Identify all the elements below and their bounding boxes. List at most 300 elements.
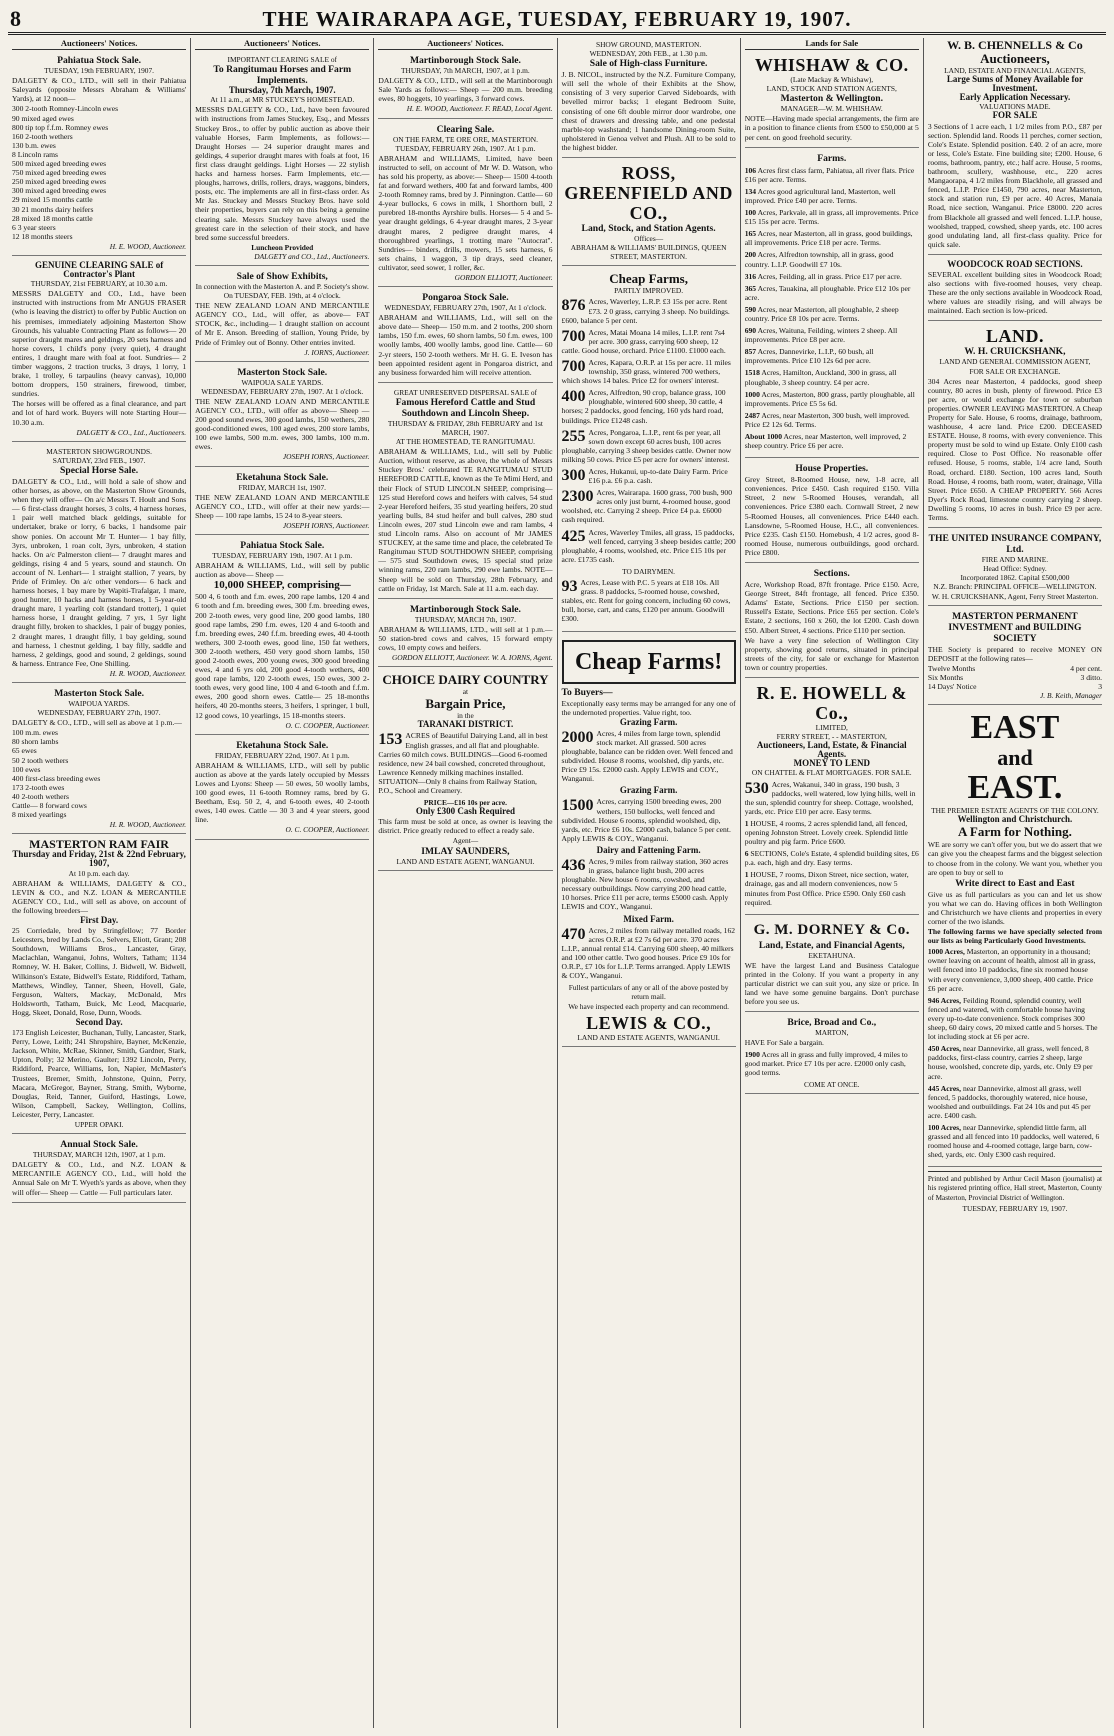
ad-in: in the: [457, 711, 474, 721]
property-listing: [745, 272, 919, 281]
acres-figure: 1: [744, 818, 749, 828]
stock-list: [12, 104, 186, 240]
ad-cheap-farms-partly-improved: [562, 269, 736, 631]
list-item: 28 mixed 18 months cattle: [12, 213, 93, 223]
page-number: 8: [10, 6, 21, 31]
ad-cash: Only £300 Cash Required: [415, 806, 515, 817]
ad-body-2: Give us as full particulars as you can and let us show you what we can do. Having offices in both Wellington and Christchurch we have clients and properties in every corner of the two islands.: [927, 889, 1103, 926]
ad-title-line-2: and: [997, 745, 1033, 771]
ad-title: GENUINE CLEARING SALE of Contractor's Plant: [34, 259, 164, 280]
ad-body: WE are sorry we can't offer you, but we do assert that we can give you the cheapest farms and the biggest selection to choose from in the colony. We want you, whether you are open to buy or sell to: [927, 840, 1103, 877]
ad-subtitle: PARTLY IMPROVED.: [614, 286, 684, 296]
ad-venue: WAIPOUA YARDS.: [68, 699, 130, 708]
ad-write: Write direct to East and East: [955, 877, 1075, 889]
column-5: [741, 38, 924, 1728]
ad-title: Sale of Show Exhibits,: [236, 270, 328, 282]
property-listing: [745, 208, 919, 226]
rate-term: 14 Days' Notice: [927, 681, 977, 691]
property-text: Acres, near Masterton, well improved, 2 sheep country. Price £6 per acre.: [744, 432, 907, 451]
rate-row: [928, 673, 1102, 682]
property-listing: [378, 731, 552, 795]
acres-figure: 946 Acres,: [927, 995, 962, 1005]
ad-body: J. B. NICOL, instructed by the N.Z. Furniture Company, will sell the whole of their Exhibits at the Show, consisting of 3 very superior Carved Sideboards, with bevelled mirror backs; 1 elegant Bedroom Suite, consisting of one 6ft double mirror door wardrobe, one chest of drawers and dressing table, and one pedestal marble-top washstand; 1 handsome Dining-room Suite, upholstered in Genoa velvet and Plush. All to be sold to the highest bidder.: [561, 70, 736, 152]
property-listing: [928, 996, 1102, 1041]
ad-title: Brice, Broad and Co.,: [787, 1017, 877, 1029]
ad-sections: [745, 566, 919, 678]
second-day-list: 173 English Leicester, Buchanan, Tully, Lancaster, Stark, Perry, Lowe, Leith; 241 Shropshire, Bayner, McKenzie, Jackson, White, McRae, Skinner, Smith, Gardner, Stark, Upton, Polly; 32 Merino, Gaulter; 1392 Lincoln, Perry, Riddiford, Pearce, Williams, Ion, Napier, McMaster's Trustees, Bremer, Smith, Johnstone, Quinn, Perry, Macara, McGregor, Bayner, Strang, Smith, Wyborne, Douglas, Reid, Tanner, Guiford, Hastings, Lowe, Wilson, Campbell, Sackey, Wellington, Collins, Leicester, Perry, Lancaster.: [12, 1028, 187, 1119]
property-text: Acres, near Masterton, all in grass, good buildings, all improvements. Price £18 per acre. Terms.: [744, 229, 913, 248]
ad-district: TARANAKI DISTRICT.: [417, 719, 514, 730]
ad-martinborough-sale-2: [378, 602, 552, 667]
ad-subtitle: ON THE FARM, TE ORE ORE, MASTERTON.: [392, 134, 538, 144]
ad-title: LAND.: [985, 326, 1044, 347]
ad-clearing-sale-te-ore-ore: [378, 122, 552, 288]
list-item: 400 first-class breeding ewes: [12, 773, 101, 783]
ad-address: ABRAHAM & WILLIAMS' BUILDINGS, QUEEN STREET, MASTERTON.: [570, 243, 727, 262]
property-listing: [745, 347, 919, 365]
ad-title: Famous Hereford Cattle and Stud Southdown and Lincoln Sheep.: [395, 396, 536, 419]
property-text: HOUSE, 7 rooms, Dixon Street, nice section, water, drainage, gas and all modern conveniences, now 5 minutes from Post Office. Price £590. Only £60 cash required.: [744, 870, 909, 907]
masthead: [8, 6, 1106, 35]
rate-value: 3 ditto.: [1080, 672, 1103, 682]
ad-hereford-dispersal: [378, 386, 552, 599]
rate-value: 3: [1098, 681, 1103, 691]
ad-date: WEDNESDAY, FEBRUARY 27th, 1907, At 1 o'clock.: [384, 303, 547, 313]
ad-place: MARTON,: [815, 1028, 849, 1038]
ad-line: LAND, STOCK AND STATION AGENTS,: [766, 84, 897, 94]
acres-figure: 425: [561, 527, 586, 545]
list-item: 750 mixed aged breeding ewes: [12, 168, 107, 178]
property-listing: [562, 578, 736, 623]
acres-figure: 470: [561, 925, 586, 943]
ad-subtitle: FIRE AND MARINE.: [981, 555, 1049, 565]
ad-street: FERRY STREET, - - MASTERTON,: [776, 732, 887, 742]
ad-date: Thursday, 7th March, 1907.: [228, 85, 336, 96]
property-text: Acres, Waverley Tmiles, all grass, 15 paddocks, well fenced, carrying 3 sheep besides cattle; 200 ploughable, 4 rooms, woolshed, etc. Price £15 10s per acre. £1735 cash.: [561, 527, 736, 564]
ad-date: TUESDAY, FEBRUARY 19th, 1907. At 1 p.m.: [212, 551, 353, 561]
ad-date: Thursday and Friday, 21st & 22nd February, 1907,: [12, 849, 186, 869]
column-header: Auctioneers' Notices.: [12, 39, 186, 50]
acres-figure: 1500: [561, 797, 594, 815]
list-item: 300 2-tooth Romney-Lincoln ewes: [12, 104, 119, 114]
property-text: Acres, carrying 1500 breeding ewes, 200 wethers, 150 bullocks, well fenced and subdivided. House 6 rooms, splendid woolshed, dip, yards, etc. Price £6 10s. £2000 cash, balance 5 per cent. Apply LEWIS & COY., Wanganui.: [561, 797, 731, 843]
acres-figure: 165: [744, 229, 757, 239]
ad-body: ABRAHAM and WILLIAMS, Ltd., will sell on the above date— Sheep— 150 m.m. and 2 tooths, 200 shorn lambs, 150 f.m. ewes, 60 shorn lambs, 50 f.m. ewes, 100 woolly lambs, 400 woolly lambs, good line. Cattle— 60 2-yr steers, 150 2-tooth wethers. Mr H. G. E. Iveson has been appointed resident agent in Pongaroa district, and any business forwarded him will receive attention.: [378, 313, 553, 377]
imprint-text: Printed and published by Arthur Cecil Mason (journalist) at his registered printing office, Hall street, Masterton, County of Masterton, Provincial District of Wellington.: [927, 1175, 1103, 1202]
list-item: 100 m.m. ewes: [12, 728, 58, 738]
ad-title: Clearing Sale.: [436, 123, 495, 135]
column-header: Lands for Sale: [745, 39, 919, 50]
ad-dorney: [745, 918, 919, 1013]
property-listing: [745, 326, 919, 344]
ad-pretitle: GREAT UNRESERVED DISPERSAL SALE of: [393, 387, 537, 397]
property-listing: [745, 780, 919, 816]
property-listing: [562, 358, 736, 385]
ad-body: WE have the largest Land and Business Catalogue printed in the Colony. If you want a property in any particular district we can suit you, any size or price. In land we have some genuine bargains. Don't purchase before you see us.: [744, 960, 919, 1007]
ad-martinborough-sale-1: [378, 53, 552, 118]
ad-nz: N.Z. Branch: PRINCIPAL OFFICE—WELLINGTON.: [933, 582, 1097, 592]
ad-date: THURSDAY & FRIDAY, 28th FEBRUARY and 1st MARCH, 1907.: [387, 418, 543, 437]
property-listing: [562, 729, 736, 784]
list-item: 173 2-tooth ewes: [12, 782, 65, 792]
ad-early: Early Application Necessary.: [959, 92, 1071, 103]
list-item: 800 tip top f.f.m. Romney ewes: [12, 122, 109, 132]
acres-figure: 100: [744, 208, 757, 218]
ad-title: Farms.: [817, 152, 847, 164]
list-item: 12 18 months steers: [12, 231, 73, 241]
ad-special-horse-sale: [12, 445, 186, 683]
property-listing: [928, 947, 1102, 992]
list-item: 300 mixed aged breeding ewes: [12, 186, 107, 196]
property-text: Masterton, an opportunity in a thousand; owner leaving on account of health, almost all in grass, well fenced into 10 paddocks, fine six roomed house with every convenience, 3,000 sheep, 400 cattle. Price £6 per acre.: [927, 947, 1096, 993]
list-item: 80 shorn lambs: [12, 737, 59, 747]
ad-title: MASTERTON RAM FAIR: [29, 837, 169, 852]
acres-figure: 857: [744, 347, 757, 357]
property-text: HOUSE, 4 rooms, 2 acres splendid land, all fenced, opening Johnston Street. Lovely creek. Splendid little poultry and pig farm. Price £600.: [744, 818, 908, 847]
ad-united-insurance: [928, 531, 1102, 605]
ad-valuations: VALUATIONS MADE.: [979, 102, 1051, 112]
ad-title: Martinborough Stock Sale.: [409, 603, 521, 615]
property-text: Acres, Hamilton, Auckland, 300 in grass, all ploughable, 3 sheep country. £4 per acre.: [744, 368, 897, 387]
acres-figure: 1000: [744, 389, 760, 399]
ad-body: DALGETY & CO., LTD., will sell as above at 1 p.m.—: [12, 718, 182, 728]
ad-signature: H. R. WOOD, Auctioneer.: [109, 668, 187, 678]
ad-title: Martinborough Stock Sale.: [409, 55, 521, 67]
ad-signature: JOSEPH IORNS, Auctioneer.: [282, 452, 370, 462]
ad-signature: GORDON ELLIOTT, Auctioneer. W. A. IORNS, Agent.: [391, 653, 553, 663]
first-day-heading: First Day.: [80, 914, 119, 925]
ad-body: DALGETY & CO., LTD., will sell at the Martinborough Sale Yards as follows:— Sheep — 200 m.m. breeding ewes, 80 hoggets, 10 yearlings, 3 forward cows.: [378, 76, 553, 104]
ad-date: WEDNESDAY, FEBRUARY 27th, 1907.: [37, 708, 161, 718]
property-text: Acres, near Masterton, 300 bush, well improved. Price £2 12s 6d. Terms.: [744, 410, 910, 429]
ad-body: DALGETY & CO., Ltd., will hold a sale of show and other horses, as above, on the Masterton Show Grounds, when they will offer— On a/c Messrs T. Hoult and Sons— 6 first-class draught horses, 3 colts, 4 harness horses, 1 pair well matched black geldings, suitable for undertaker, brake or lorry, 6 backs, 1 handsome pair show ponies. On account Mr T. Hunter— 1 bay filly, 3yrs, unbroken, 1 roan colt, 3yrs, unbroken, 4 station hacks. On a/c Palmerston client— 7 draught mares and geldings, rising 4 and 5 years, sound and staunch. On account of N. Lenhart— 1 straight stallion, 7 years, by Pride of Frimley. On a/c other vendors— 6 hack and harness horses, 1 bay mare by Wapiti-Trafalgar, 1 mare, good hunter, 10 hacks and harness horses, 1 5-year-old draught mare, 1 yearling colt (standard trotter), 1 quiet harness horse, 1 draught gelding, 7 yrs, 1 5yr light draught filly, broken to shackles, 1 pair of buggy ponies, 2 draught mares, 1 draught filly, 1 bay gelding, sound and harness, 1 chestnut gelding, 1 bay filly, saddle and harness, 2 geldings, good and sound, 2 geldings, sound & harness. Entrance Fee, One Shilling.: [12, 476, 187, 668]
ad-body: ABRAHAM & WILLIAMS, DALGETY & CO., LEVIN & CO., and N.Z. LOAN & MERCANTILE AGENCY CO., Ltd., will sell as above, on account of the following breeders—: [12, 878, 187, 915]
ad-high-class-furniture: [562, 38, 736, 158]
property-listing: [745, 187, 919, 205]
ad-title: Pongaroa Stock Sale.: [422, 292, 509, 304]
property-text: Acres, 4 miles from large town, splendid stock market. All grassed. 500 acres ploughable, balance can be ridden over. Well fenced and subdivided. House 8 rooms, woolshed, dip yards, etc. Price £9 15s. £2000 cash. Apply LEWIS and COY., Wanganui.: [561, 728, 733, 784]
ad-pongaroa-sale: [378, 290, 552, 383]
property-listing: [562, 328, 736, 355]
ad-title: WOODCOCK ROAD SECTIONS.: [947, 258, 1083, 269]
property-listing: [745, 390, 919, 408]
column-1: [8, 38, 191, 1728]
ad-whishaw: [745, 53, 919, 148]
cheap-farms-banner: [562, 640, 736, 684]
ad-highlight: 10,000 SHEEP, comprising—: [213, 579, 351, 592]
ad-date: TUESDAY, FEBRUARY 26th, 1907. At 1 p.m.: [395, 143, 536, 153]
acres-figure: 6: [744, 849, 749, 859]
ad-agent-sub: LAND AND ESTATE AGENT, WANGANUI.: [396, 856, 535, 866]
acres-figure: 200: [744, 250, 757, 260]
property-text: Acres first class farm, Pahiatua, all river flats. Price £16 per acre. Terms.: [744, 165, 915, 184]
acres-figure: 365: [744, 283, 757, 293]
acres-figure: About 1000: [744, 432, 783, 441]
ad-choice-dairy-country: [378, 670, 552, 871]
ad-body: ABRAHAM & WILLIAMS, LTD., will sell by public auction as above at the yards lately occupied by Messrs Lowes and Lyons: Sheep — 50 ewes, 50 woolly lambs, 100 good ewes, 11 6-tooth Romney rams, bred by G. Beetham, Esq. 50 2, 4, and 6-tooth ewes, 40 2-tooth ewes, 140 ewes. Cattle — 30 3 and 4 year steers, good line.: [195, 760, 370, 825]
ad-body: Acre, Workshop Road, 87ft frontage. Price £150. Acre, George Street, 84ft frontage, all fenced. Price £350. Adams' Estate, Sections. Price £150 per section. Russell's Estate, Sections. Price £65 per section. Cole's Estate, 2 sections, 160 x 260, the lot £200. Cash down £50. Albert Street, 4 sections. Price £110 per section.: [744, 580, 919, 635]
stock-list: [12, 728, 186, 819]
ad-title: Masterton Stock Sale.: [237, 366, 328, 378]
property-listing: [745, 432, 919, 450]
ad-body: 304 Acres near Masterton, 4 paddocks, good sheep country, 80 acres in bush, plenty of firewood. Price £3 per acre, or would exchange for town or suburban properties. OWNER LEAVING MASTERTON. A Cheap Property for Sale. House, 6 rooms, drainage, bathroom, washhouse, 4 acre land. Price £200. DECEASED ESTATE. House, 8 rooms, with every convenience. This property must be sold to wind up Estate. Only £100 cash required. Close to Post Office. No reasonable offer refused. House, 5 rooms, stable, 1/4 acre land, South Road, orchard. £180. Section, 100 acres land, South Road. House, 4 rooms, bath room, water, drainage, Villa Street. Price £650. A CHEAP PROPERTY. 566 Acres Dyer's Rock Road, limestone country carrying 2 sheep. Dwelling 5 rooms, 10 acres in bush. Price £9 per acre. Terms.: [927, 376, 1103, 523]
ad-body: SEVERAL excellent building sites in Woodcock Road; also sections with five-roomed houses, very cheap. These are the only sections available in Woodcock Road, where values are steadily rising, and will always be maintained. Each section is low-priced.: [927, 269, 1103, 316]
property-text: ACRES of Beautiful Dairying Land, all in best English grasses, and all flat and ploughable. Carries 60 milch cows. BUILDINGS—Good 6-roomed residence, new 24 bail cowshed, concreted throughout, Lawrence Kennedy milking machines installed. SITUATION—Only 8 chains from Railway Station, P.O., School and Creamery.: [378, 731, 548, 795]
ad-masterton-stock-sale: [12, 686, 186, 834]
ad-cruickshank-land: [928, 324, 1102, 528]
ad-money: Large Sums of Money Available for Investment.: [946, 74, 1083, 94]
property-text: near Dannevirke, all grass, well fenced, 8 paddocks, first-class country, carries 2 sheep, large house, woolshed, concrete dip, yards, etc. Only £9 per acre.: [927, 1044, 1093, 1081]
ad-howell: [745, 681, 919, 915]
ad-special: The following farms we have specially selected from our lists as being Particularly Good Investments.: [927, 927, 1103, 946]
property-listing: [562, 297, 736, 324]
ad-signature: J. B. Keith, Manager: [1040, 691, 1103, 701]
ad-price-line: PRICE—£16 10s per acre.: [423, 798, 507, 808]
ad-date: THURSDAY, MARCH 12th, 1907, at 1 p.m.: [32, 1150, 166, 1160]
ad-title: Masterton Stock Sale.: [54, 688, 144, 699]
farm-heading: Grazing Farm.: [619, 716, 678, 727]
ad-title: CHOICE DAIRY COUNTRY: [382, 672, 549, 688]
ad-date: WEDNESDAY, 20th FEB., at 1.30 p.m.: [589, 49, 708, 59]
ad-permanent-building-society: [928, 609, 1102, 706]
ad-forsale: FOR SALE OR EXCHANGE.: [969, 366, 1061, 376]
property-listing: [562, 488, 736, 524]
acres-figure: 300: [561, 467, 586, 484]
ad-time: At 10 p.m. each day.: [68, 868, 130, 878]
ad-title: Pahiatua Stock Sale.: [240, 540, 325, 552]
ad-firm-sub: LAND AND ESTATE AGENTS, WANGANUI.: [577, 1032, 720, 1042]
ad-title: Eketahuna Stock Sale.: [236, 471, 329, 483]
ad-title: G. M. DORNEY & Co.: [753, 921, 910, 938]
second-day-heading: Second Day.: [75, 1017, 123, 1027]
ad-line: LAND, ESTATE AND FINANCIAL AGENTS,: [944, 66, 1086, 75]
list-item: 130 b.m. ewes: [12, 140, 56, 150]
property-listing: [745, 305, 919, 323]
property-text: Feilding Round, splendid country, well fenced and watered, with comfortable house having every up-to-date convenience. Stock comprises 300 sheep, 60 dairy cows, 20 mixed cattle and 5 horses. The lot including stock at £6 per acre.: [927, 995, 1098, 1042]
ad-signature: H. R. WOOD, Auctioneer.: [109, 820, 187, 830]
ad-brice-broad: [745, 1015, 919, 1094]
ad-east-and-east: [928, 708, 1102, 1167]
property-text: Acres, Waituna, Feilding, winters 2 sheep. All improvements. Price £8 per acre.: [744, 326, 898, 345]
ad-body: MESSRS DALGETY and CO., Ltd., have been instructed with instructions from Mr ANGUS FRASER (who is leaving the district) to offer by Public Auction on his premises, immediately adjoining Masterton Show Grounds, his valuable Contracting Plant as follows— 20 superior draught mares and geldings, 20 sets harness and horse covers, 1 child's pony (very quiet), 4 draught entires, 1 draught mare with foal at foot. Sundries— 2 timber waggons, 2 traction trucks, 3 drays, 1 lorry, 1 brake, 1 trolley, 6 tarpaulins (heavy canvas), 10,000 bottom droppers, 150 strainers, firewood, timber, sundries.: [12, 289, 187, 399]
column-2: [191, 38, 374, 1728]
ad-title: Eketahuna Stock Sale.: [236, 739, 329, 751]
ad-note: This farm must be sold at once, as owner is leaving the district. Price greatly reduced to effect a ready sale.: [378, 817, 553, 836]
ad-eketahuna-sale-2: [195, 738, 369, 840]
ad-clearing-sale-contractor: [12, 259, 186, 442]
property-listing: [745, 411, 919, 429]
list-item: 50 2 tooth wethers: [12, 755, 69, 765]
ad-date: THURSDAY, 7th MARCH, 1907, at 1 p.m.: [401, 66, 530, 76]
property-listing: [562, 528, 736, 564]
acres-figure: 2487: [744, 410, 760, 420]
ad-office: Head Office: Sydney.: [983, 564, 1047, 574]
ad-date: FRIDAY, MARCH 1st, 1907.: [238, 482, 326, 492]
ad-annual-stock-sale: [12, 1137, 186, 1202]
ad-body: Grey Street, 8-Roomed House, new, 1-8 acre, all conveniences. Price £450. Cash required £150. Villa Street, 2 new 5-Roomed Houses, verandah, all conveniences. Price £380 each. Cornwall Street, 2 new 5-Roomed Houses, all conveniences. Price £440 each. Lansdowne, 5-Roomed House, H.C., all conveniences. Price £235. Cash £150. Homebush, 4 1/2 acres, good 8-roomed House, numerous outbuildings, good orchard. Price £800.: [744, 475, 919, 557]
property-listing: [928, 1123, 1102, 1159]
ad-venue: WAIPOUA SALE YARDS.: [241, 377, 324, 387]
list-item: 500 mixed aged breeding ewes: [12, 159, 107, 169]
ad-venue: AT THE HOMESTEAD, TE RANGITUMAU.: [395, 437, 536, 447]
acres-figure: 2000: [561, 728, 594, 746]
imprint-date: TUESDAY, FEBRUARY 19, 1907.: [962, 1203, 1068, 1213]
ad-house-properties: [745, 461, 919, 563]
acres-figure: 590: [744, 304, 757, 314]
property-text: Acres, Kapara, O.R.P. at 15s per acre. 11 miles township, 350 grass, wintered 700 wethers, which shows 14 bales. Price £2 for owners' interest.: [561, 357, 731, 386]
ad-security: ON CHATTEL & FLAT MORTGAGES. FOR SALE.: [751, 768, 912, 778]
ad-agent: IMLAY SAUNDERS,: [421, 845, 510, 857]
ad-masterton-ram-fair: [12, 837, 186, 1134]
ad-title: ROSS, GREENFIELD AND CO.,: [564, 163, 733, 224]
ad-subtitle: (Late Mackay & Whishaw),: [790, 75, 874, 85]
property-listing: [928, 1044, 1102, 1080]
ad-chennells: [928, 38, 1102, 255]
ad-masterton-waipoua-sale: [195, 365, 369, 467]
property-listing: [562, 467, 736, 485]
acres-figure: 153: [378, 731, 403, 749]
property-text: Acres all in grass and fully improved, 4 miles to good market. Price £7 10s per acre. £2000 only cash, good terms.: [744, 1049, 908, 1077]
list-item: 100 ewes: [12, 764, 41, 774]
rate-term: Six Months: [927, 672, 964, 682]
property-text: Acres, Alfredton, 90 crop, balance grass, 100 ploughable, wintered 600 sheep, 30 cattle, 4 horses; 2 paddocks, good fencing, 160 yds hard road, buildings. Price £1248 cash.: [561, 388, 726, 425]
ad-body: ABRAHAM & WILLIAMS, Ltd., will sell by public auction as above— Sheep —: [195, 561, 370, 580]
ad-title: THE UNITED INSURANCE COMPANY, Ltd.: [928, 533, 1102, 556]
list-item: 250 mixed aged breeding ewes: [12, 177, 107, 187]
ad-title-line-1: EAST: [970, 709, 1060, 747]
ad-signature: J. IORNS, Auctioneer.: [304, 347, 370, 357]
ad-cheap-farms-lewis: [562, 635, 736, 1047]
property-listing: [562, 797, 736, 842]
ad-title: Special Horse Sale.: [60, 464, 139, 476]
ad-date: WEDNESDAY, FEBRUARY 27th, 1907. At 1 o'clock.: [201, 386, 364, 396]
ad-footer: The horses will be offered as a final clearance, and part and lot of hard work. Buyers will note Starting Hour—10.30 a.m.: [12, 399, 187, 427]
acres-figure: 1000 Acres,: [927, 947, 965, 957]
ad-title: To Rangitumau Horses and Farm Implements.: [213, 64, 352, 87]
acres-figure: 690: [744, 326, 757, 336]
rate-value: 4 per cent.: [1070, 663, 1103, 673]
acres-figure: 2300: [561, 488, 594, 506]
property-text: Acres, Alfredton township, all in grass, good country. L.I.P. Goodwill £7 10s.: [744, 250, 894, 269]
property-listing: [562, 926, 736, 981]
property-listing: [562, 428, 736, 464]
ad-signature: JOSEPH IORNS, Auctioneer.: [282, 520, 370, 530]
ad-subtitle: Auctioneers,: [980, 51, 1050, 66]
column-6: [924, 38, 1106, 1728]
ad-place: EKETAHUNA.: [808, 950, 856, 960]
ad-eketahuna-sale-1: [195, 470, 369, 535]
ad-subtitle: THE PREMIER ESTATE AGENTS OF THE COLONY.: [931, 806, 1099, 816]
property-listing: [562, 388, 736, 424]
stock-list: 500 4, 6 tooth and f.m. ewes, 200 rape lambs, 120 4 and 6 tooth and f.m. breeding ewes, 300 f.m. breeding ewes, 200 2-tooth ewes, very good line, 200 good lambs, 180 good rape lambs, 290 f.m. ewes, 120 4 and 6-tooth and f.m. breeding ewes, 240 f.f.m. breeding ewes, 40 4-tooth wethers, 300 2-tooth ewes, good line, 150 fat wethers, 300 2-tooth wethers, 450 very good shorn lambs, 150 good 2-tooth ewes, 200 young ewes, 300 good breeding ewes, 4 and 6 yrs old, 200 good 4-tooth wethers, 400 good rape lambs, 120 2-tooth ewes, 150 ewes, 300 2-tooth ewes, very good line, 100 4 and 6-tooth and f.f.m. ewes, 200 good shorn ewes. Cattle— 25 18-months heifers, 40 20-months steers, 3 heifers, 1 springer, 1 bull, 12 good cows, 10 yearlings, 15 18-months steers.: [195, 592, 370, 720]
acres-figure: 134: [744, 186, 757, 196]
acres-figure: 1900: [744, 1049, 760, 1059]
property-listing: [745, 819, 919, 846]
ad-subtitle: LIMITED,: [815, 722, 848, 732]
property-text: Acres, Parkvale, all in grass, all improvements. Price £15 15s per acre. Terms.: [744, 208, 919, 227]
property-text: Acres, Hukanui, up-to-date Dairy Farm. Price £16 p.a. £6 p.a. cash.: [588, 467, 728, 486]
ad-body: THE Society is prepared to receive MONEY ON DEPOSIT at the following rates—: [927, 644, 1103, 663]
farm-heading: Mixed Farm.: [623, 913, 674, 924]
list-item: 40 2-tooth wethers: [12, 791, 69, 801]
ad-venue: MASTERTON SHOWGROUNDS.: [46, 446, 152, 456]
property-text: Acres, Tauakina, all ploughable. Price £12 10s per acre.: [744, 283, 911, 302]
column-3: [374, 38, 557, 1728]
ad-money: MONEY TO LEND: [793, 758, 870, 769]
ad-at: at: [462, 687, 469, 697]
property-text: Acres, Lease with P.C. 5 years at £18 10s. All grass. 8 paddocks, 5-roomed house, cowshed, stables, etc. Rent for going concern, including 60 cows, bull, horse, cart, and cans, £120 per annum. Goodwill £300.: [561, 578, 731, 624]
property-text: Acres, Masterton, 800 grass, partly ploughable, all improvements. Price £5 5s 6d.: [744, 389, 915, 408]
page-title: THE WAIRARAPA AGE, TUESDAY, FEBRUARY 19, 1907.: [262, 7, 852, 31]
ad-signature: GORDON ELLIOTT, Auctioneer.: [454, 272, 553, 282]
ad-signature: DALGETY & CO., Ltd., Auctioneers.: [76, 427, 187, 437]
ad-subtitle: LAND AND GENERAL COMMISSION AGENT,: [939, 357, 1091, 367]
column-4: [558, 38, 741, 1728]
acres-figure: 316: [744, 271, 757, 281]
list-item: 8 mixed yearlings: [12, 810, 67, 820]
property-text: Acres, Dannevirke, L.I.P., 60 bush, all improvements. Price £10 12s 6d per acre.: [744, 347, 874, 366]
ad-signature: H. E. WOOD, Auctioneer. F. READ, Local Agent.: [406, 104, 553, 114]
ad-date: THURSDAY, MARCH 7th, 1907.: [414, 614, 516, 624]
ad-title: WHISHAW & CO.: [754, 55, 909, 76]
rate-row: [928, 664, 1102, 673]
property-listing: [745, 849, 919, 867]
ad-subtitle: Land, Estate, and Financial Agents,: [758, 939, 905, 951]
ad-title: R. E. HOWELL & Co.,: [756, 682, 908, 723]
ad-date: SATURDAY, 23rd FEB., 1907.: [52, 455, 146, 465]
acres-figure: 700: [561, 357, 586, 375]
property-text: near Dannevirke, splendid little farm, all grassed and all fenced into 10 paddocks, well watered, 6 roomed house and 4-roomed cottage, large barn, cow-shed, yards, etc. Only £300 cash required.: [927, 1122, 1100, 1160]
ad-forsale: FOR SALE: [992, 110, 1038, 121]
property-listing: [745, 870, 919, 906]
ad-title: W. B. CHENNELLS & Co: [947, 38, 1083, 52]
rate-term: Twelve Months: [927, 663, 976, 673]
ad-name: W. H. CRUICKSHANK,: [964, 346, 1066, 358]
ad-date: TUESDAY, 19th FEBRUARY, 1907.: [44, 66, 155, 76]
ad-rangitumau-clearing: [195, 53, 369, 266]
acres-figure: 445 Acres,: [927, 1083, 962, 1093]
column-header: Auctioneers' Notices.: [378, 39, 552, 50]
to-buyers-heading: To Buyers—: [561, 686, 613, 698]
list-item: 160 2-tooth wethers: [12, 131, 73, 141]
ad-body: DALGETY & CO., Ltd., and N.Z. LOAN & MERCANTILE AGENCY CO., Ltd., will hold the Annual Sale on Mr T. Wyeth's yards as above, when they will offer— Sheep — Cattle — Full particulars later.: [12, 1160, 187, 1197]
property-text: near Dannevirke, almost all grass, well fenced, 5 paddocks, thoroughly watered, nice house, woolshed and outbuildings. Fat 24 10s and put 45 per acre. £400 cash.: [927, 1083, 1091, 1120]
ad-title: Sale of High-class Furniture.: [589, 58, 708, 70]
ad-sale-of-show-exhibits: [195, 269, 369, 362]
property-listing: [745, 166, 919, 184]
ad-body: MESSRS DALGETY & CO., Ltd., have been favoured with instructions from James Stuckey, Esq., and Messrs Stuckey Bros., to offer by public auction as above their valuable Horses, Farm Implements, as follows:— Draught Horses — 24 superior draught mares and geldings, 4 superior draught mares with foals at foot, 16 first class draught geldings. Light Horses — 22 stylish hacks and harness horses. Farm Implements, etc.— ploughs, harrows, drills, rollers, drays, waggons, binders, posts, etc. The implements are all in first-class order. As Mr Jas. Stuckey and Messrs Stuckey Bros. have sold their properties, buyers can rely on this being a genuine clearing sale. Messrs Stuckey have always used the greatest care in the selection of their stock, and have bred some successful breeders.: [195, 105, 370, 242]
property-text: SECTIONS, Cole's Estate, 4 splendid building sites, £6 p.a. each, high and dry. Easy terms.: [744, 849, 919, 868]
ad-signature: O. C. COOPER, Auctioneer.: [285, 825, 370, 835]
property-text: Acres, 9 miles from railway station, 360 acres in grass, balance light bush, 200 acres ploughable. New house 6 rooms, cowshed, and necessary outbuildings. Now carrying 200 head cattle, 10 horses. Price £11 per acre, terms £5000 cash. Apply LEWIS and COY., Wanganui.: [561, 857, 729, 912]
ad-body: DALGETY & CO., LTD., will sell in their Pahiatua Saleyards (opposite Messrs Abraham & Williams' Yards), at 12 noon—: [12, 76, 187, 104]
property-listing: [928, 1084, 1102, 1120]
list-item: 65 ewes: [12, 746, 37, 756]
ad-agent: W. H. CRUICKSHANK, Agent, Ferry Street Masterton.: [931, 591, 1099, 601]
acres-figure: 106: [744, 165, 757, 175]
acres-figure: 700: [561, 327, 586, 345]
ad-venue: SHOW GROUND, MASTERTON.: [595, 40, 702, 49]
rate-row: [928, 682, 1102, 691]
acres-figure: 93: [561, 578, 578, 596]
ad-title: Pahiatua Stock Sale.: [57, 55, 142, 67]
property-listing: [562, 857, 736, 912]
property-text: Acres, near Masterton, all ploughable, 2 sheep country. Price £8 10s per acre. Terms.: [744, 304, 899, 323]
ad-subtitle: Land, Stock, and Station Agents.: [581, 223, 716, 235]
columns: [8, 38, 1106, 1728]
ad-body: Exceptionally easy terms may be arranged for any one of the undernoted properties. Value right, too.: [561, 698, 736, 717]
list-item: 8 Lincoln rams: [12, 149, 58, 159]
